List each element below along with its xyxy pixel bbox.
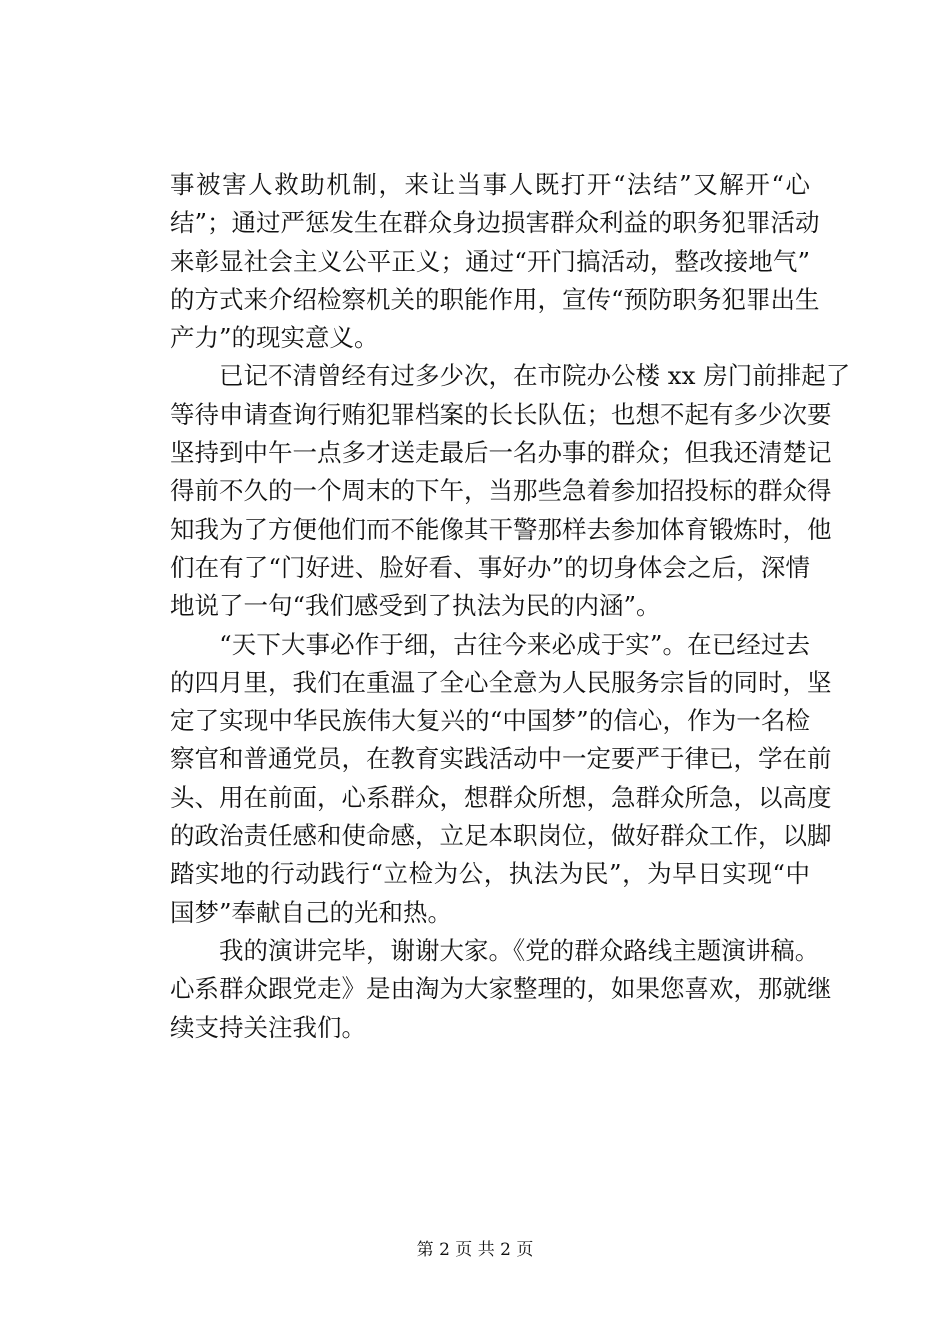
text-line: 踏实地的行动践行“立检为公，执法为民”，为早日实现“中 bbox=[170, 859, 810, 889]
text-line: 坚持到中午一点多才送走最后一名办事的群众；但我还清楚记 bbox=[170, 438, 832, 468]
text-line: 产力”的现实意义。 bbox=[170, 323, 379, 353]
text-line: 国梦”奉献自己的光和热。 bbox=[170, 897, 453, 927]
text-line: 的政治责任感和使命感，立足本职岗位，做好群众工作，以脚 bbox=[170, 821, 832, 851]
text-line: “天下大事必作于细，古往今来必成于实”。在已经过去 bbox=[170, 629, 810, 659]
text-line: 续支持关注我们。 bbox=[170, 1012, 366, 1042]
text-line: 结”；通过严惩发生在群众身边损害群众利益的职务犯罪活动 bbox=[170, 208, 820, 238]
text-line: 定了实现中华民族伟大复兴的“中国梦”的信心，作为一名检 bbox=[170, 706, 810, 736]
text-line: 我的演讲完毕，谢谢大家。《党的群众路线主题演讲稿。 bbox=[170, 935, 820, 965]
text-line: 已记不清曾经有过多少次，在市院办公楼 xx 房门前排起了 bbox=[170, 361, 851, 391]
text-line: 察官和普通党员，在教育实践活动中一定要严于律已，学在前 bbox=[170, 744, 832, 774]
text-line: 事被害人救助机制，来让当事人既打开“法结”又解开“心 bbox=[170, 170, 810, 199]
text-line: 头、用在前面，心系群众，想群众所想，急群众所急，以高度 bbox=[170, 782, 832, 812]
text-line: 的四月里，我们在重温了全心全意为人民服务宗旨的同时，坚 bbox=[170, 667, 832, 697]
text-line: 地说了一句“我们感受到了执法为民的内涵”。 bbox=[170, 591, 661, 621]
text-line: 的方式来介绍检察机关的职能作用，宣传“预防职务犯罪出生 bbox=[170, 284, 820, 314]
text-line: 来彰显社会主义公平正义；通过“开门搞活动，整改接地气” bbox=[170, 246, 810, 276]
text-line: 知我为了方便他们而不能像其干警那样去参加体育锻炼时，他 bbox=[170, 514, 832, 544]
document-body bbox=[170, 166, 851, 1047]
text-line: 们在有了“门好进、脸好看、事好办”的切身体会之后，深情 bbox=[170, 552, 810, 582]
text-line: 心系群众跟党走》是由淘为大家整理的，如果您喜欢，那就继 bbox=[170, 974, 832, 1004]
text-line: 得前不久的一个周末的下午，当那些急着参加招投标的群众得 bbox=[170, 476, 832, 506]
text-line: 等待申请查询行贿犯罪档案的长长队伍；也想不起有多少次要 bbox=[170, 399, 832, 429]
page-number-footer: 第 2 页 共 2 页 bbox=[416, 1240, 534, 1260]
